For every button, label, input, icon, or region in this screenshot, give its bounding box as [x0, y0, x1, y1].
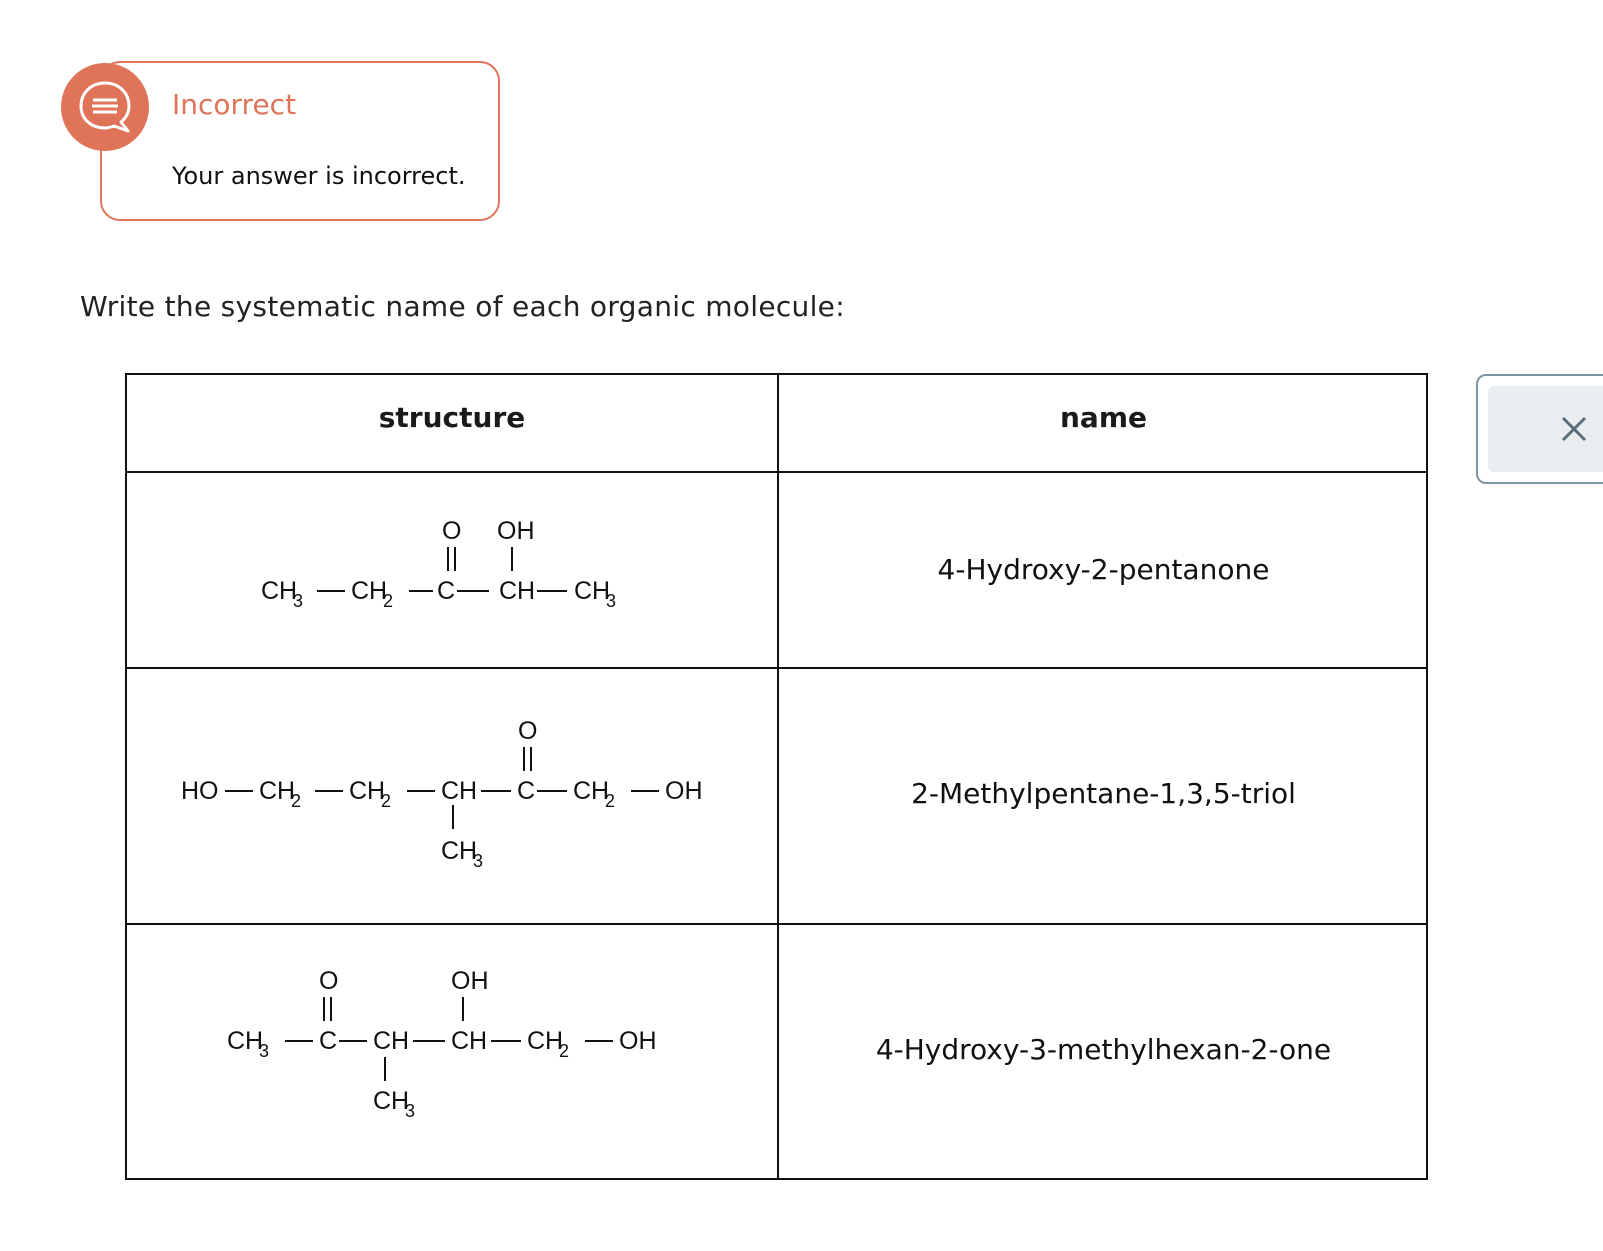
- chat-bubble-icon: [61, 63, 149, 151]
- svg-text:C: C: [319, 1027, 338, 1055]
- feedback-title: Incorrect: [172, 88, 297, 121]
- answer-table: [125, 373, 1428, 1180]
- svg-text:CH: CH: [499, 577, 536, 605]
- svg-text:3: 3: [606, 591, 617, 611]
- svg-text:3: 3: [259, 1041, 270, 1061]
- svg-text:C: C: [437, 577, 456, 605]
- header-structure: structure: [378, 401, 526, 434]
- structure-2: [127, 669, 777, 923]
- name-cell-3[interactable]: 4-Hydroxy-3-methylhexan-2-one: [875, 1033, 1332, 1066]
- svg-text:CH: CH: [351, 577, 388, 605]
- header-name: name: [1060, 401, 1147, 434]
- svg-text:CH: CH: [261, 577, 298, 605]
- svg-text:OH: OH: [497, 517, 535, 545]
- svg-text:OH: OH: [619, 1027, 657, 1055]
- svg-text:CH: CH: [373, 1087, 410, 1115]
- name-cell-1[interactable]: 4-Hydroxy-2-pentanone: [937, 553, 1270, 586]
- close-panel: [1476, 374, 1603, 484]
- close-button[interactable]: [1488, 386, 1603, 472]
- name-cell-2[interactable]: 2-Methylpentane-1,3,5-triol: [911, 777, 1296, 810]
- svg-text:3: 3: [405, 1101, 416, 1121]
- svg-text:O: O: [518, 717, 538, 745]
- svg-text:O: O: [319, 967, 339, 995]
- svg-text:CH: CH: [373, 1027, 410, 1055]
- svg-text:CH: CH: [227, 1027, 264, 1055]
- structure-1: [127, 473, 777, 667]
- structure-3: [127, 925, 777, 1180]
- svg-text:CH: CH: [441, 837, 478, 865]
- svg-text:2: 2: [291, 791, 302, 811]
- svg-text:OH: OH: [665, 777, 703, 805]
- svg-text:3: 3: [293, 591, 304, 611]
- svg-text:CH: CH: [574, 577, 611, 605]
- svg-text:CH: CH: [349, 777, 386, 805]
- svg-text:OH: OH: [451, 967, 489, 995]
- svg-text:2: 2: [383, 591, 394, 611]
- svg-text:3: 3: [473, 851, 484, 871]
- feedback-message: Your answer is incorrect.: [172, 162, 466, 190]
- close-icon: [1560, 415, 1588, 443]
- svg-text:HO: HO: [181, 777, 219, 805]
- feedback-badge: [61, 63, 149, 151]
- svg-text:CH: CH: [451, 1027, 488, 1055]
- svg-text:2: 2: [559, 1041, 570, 1061]
- svg-text:CH: CH: [573, 777, 610, 805]
- svg-text:2: 2: [605, 791, 616, 811]
- svg-text:CH: CH: [527, 1027, 564, 1055]
- svg-text:2: 2: [381, 791, 392, 811]
- svg-text:CH: CH: [259, 777, 296, 805]
- svg-text:CH: CH: [441, 777, 478, 805]
- question-prompt: Write the systematic name of each organic molecule:: [80, 290, 845, 323]
- svg-text:C: C: [517, 777, 536, 805]
- svg-text:O: O: [442, 517, 462, 545]
- feedback-card: [100, 61, 500, 221]
